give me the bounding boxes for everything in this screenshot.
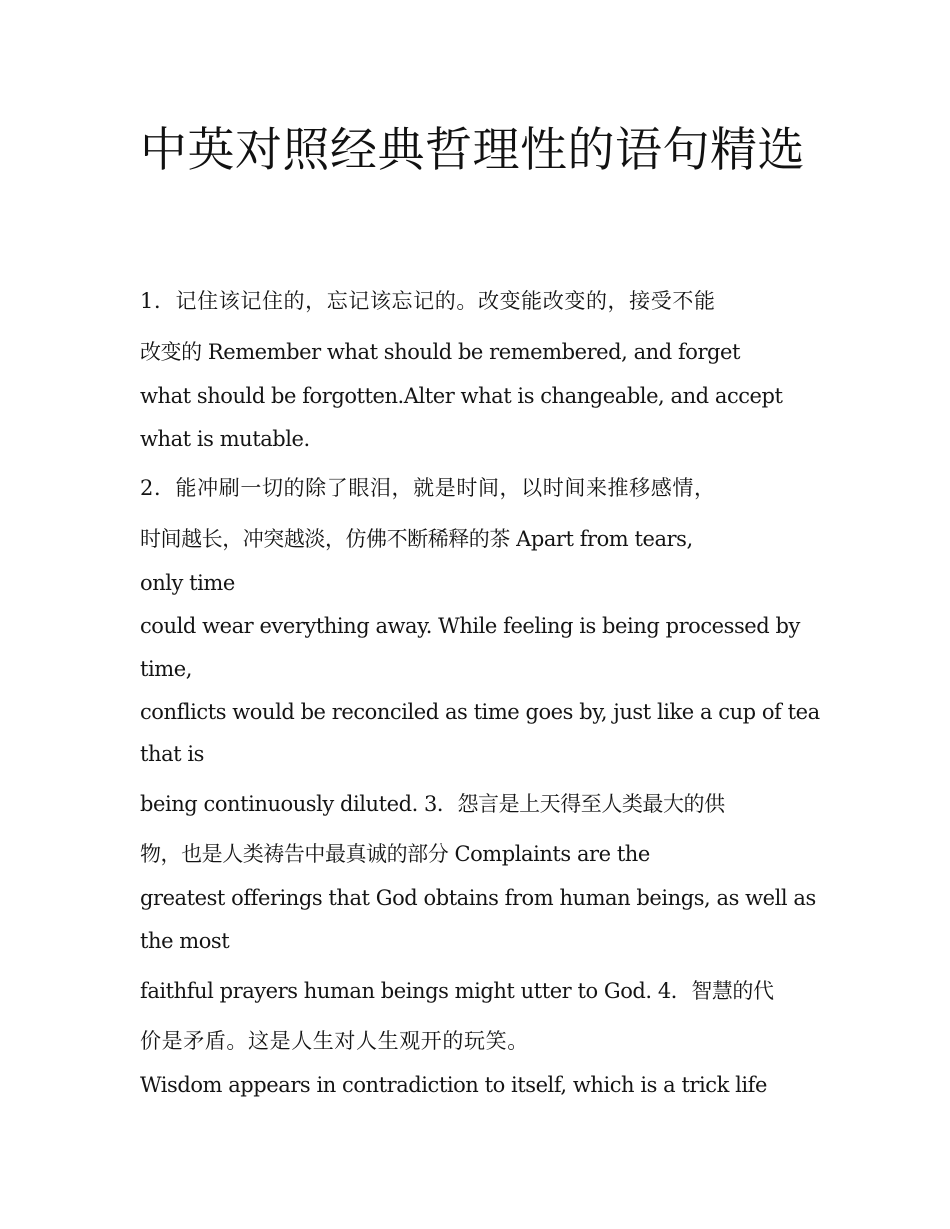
page-title: 中英对照经典哲理性的语句精选 bbox=[140, 123, 805, 178]
text-line: being continuously diluted. 3．怨言是上天得至人类最大的供 bbox=[140, 792, 725, 816]
text-line: that is bbox=[140, 742, 204, 766]
text-line: 1．记住该记住的，忘记该忘记的。改变能改变的，接受不能 bbox=[140, 289, 716, 313]
text-line: the most bbox=[140, 929, 230, 953]
text-line: conflicts would be reconciled as time goes by, just like a cup of tea bbox=[140, 700, 820, 724]
text-line: could wear everything away. While feeling is being processed by bbox=[140, 614, 800, 638]
text-line: 2．能冲刷一切的除了眼泪，就是时间，以时间来推移感情， bbox=[140, 476, 716, 500]
text-line: 时间越长，冲突越淡，仿佛不断稀释的茶 Apart from tears, bbox=[140, 527, 693, 551]
text-line: 物，也是人类祷告中最真诚的部分 Complaints are the bbox=[140, 842, 650, 866]
text-line: what should be forgotten.Alter what is changeable, and accept bbox=[140, 384, 783, 408]
text-line: faithful prayers human beings might utter to God. 4．智慧的代 bbox=[140, 979, 774, 1003]
text-line: greatest offerings that God obtains from human beings, as well as bbox=[140, 886, 816, 910]
text-line: 改变的 Remember what should be remembered, and forget bbox=[140, 340, 741, 364]
text-line: time, bbox=[140, 657, 192, 681]
text-line: what is mutable. bbox=[140, 427, 310, 451]
text-line: Wisdom appears in contradiction to itself, which is a trick life bbox=[140, 1073, 767, 1097]
text-line: only time bbox=[140, 571, 235, 595]
text-line: 价是矛盾。这是人生对人生观开的玩笑。 bbox=[140, 1029, 529, 1053]
